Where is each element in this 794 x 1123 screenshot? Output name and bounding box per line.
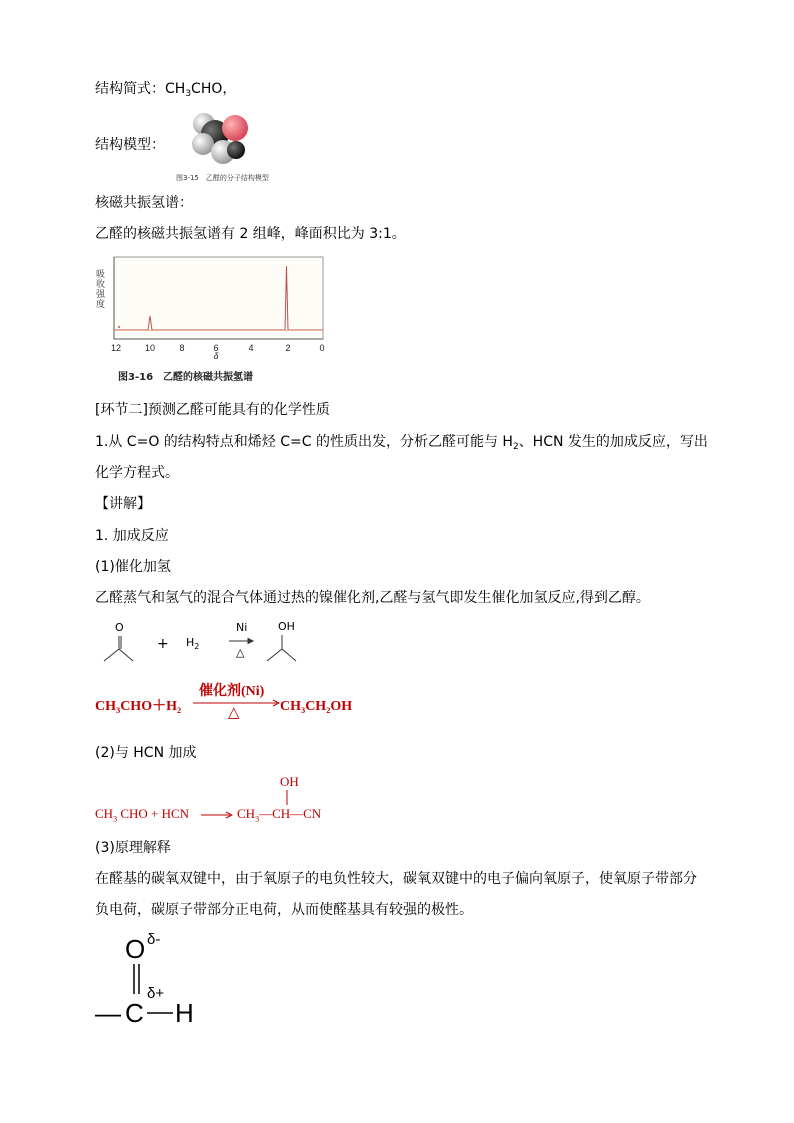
- structure-formula-line: 结构简式：$CH_3CHO$，: [95, 81, 237, 99]
- hcn-product: $CH_3—CH—CN$: [237, 806, 322, 824]
- nmr-xlabel: δ: [213, 351, 219, 360]
- hcn-reactants: $CH_3$ CHO + HCN: [95, 806, 190, 824]
- model-caption: 图3-15 乙醛的分子结构模型: [176, 174, 269, 182]
- nmr-tick: 0: [319, 343, 325, 353]
- nmr-tick: 4: [248, 343, 254, 353]
- nmr-caption: 图3-16 乙醛的核磁共振氢谱: [118, 372, 254, 383]
- hydrogenation-description: 乙醛蒸气和氢气的混合气体通过热的镍催化剂,乙醛与氢气即发生催化加氢反应,得到乙醇。: [95, 590, 650, 606]
- structure-model-label: 结构模型：: [95, 137, 165, 153]
- hydrogenation-equation: [95, 683, 375, 727]
- delta-minus: δ-: [147, 931, 161, 948]
- nmr-tick: 6: [213, 343, 219, 353]
- nmr-tick: 12: [110, 343, 122, 353]
- explanation-heading: 【讲解】: [95, 496, 151, 512]
- hcn-product-hydroxyl: OH: [280, 774, 299, 789]
- question-line-2: 化学方程式。: [95, 465, 179, 481]
- principle-heading: (3)原理解释: [95, 840, 171, 856]
- polarity-hydrogen: H: [175, 998, 194, 1028]
- hcn-addition-heading: (2)与 HCN 加成: [95, 745, 197, 761]
- plus-sign: +: [157, 636, 169, 652]
- hydroxyl-label: OH: [278, 620, 295, 633]
- polarity-oxygen: O: [125, 934, 146, 964]
- nmr-description: 乙醛的核磁共振氢谱有 2 组峰，峰面积比为 3:1。: [95, 226, 406, 242]
- hcn-equation: [95, 773, 355, 825]
- nmr-chart: [92, 254, 332, 386]
- nmr-tick: 2: [285, 343, 291, 353]
- nmr-tick: 10: [144, 343, 156, 353]
- nmr-ylabel: 吸收强度: [96, 270, 106, 310]
- polarity-carbon: C: [125, 998, 144, 1028]
- equation-product: CH₃CH₂OH: [280, 699, 353, 714]
- principle-line-1: 在醛基的碳氧双键中，由于氧原子的电负性较大，碳氧双键中的电子偏向氧原子，使氧原子带部分: [95, 871, 697, 887]
- molecule-model-image: [184, 106, 264, 172]
- equation-reactants: CH₃CHO＋H₂: [95, 699, 182, 714]
- carbonyl-polarity-diagram: [95, 930, 215, 1030]
- section-heading: [环节二]预测乙醛可能具有的化学性质: [95, 402, 330, 418]
- equation-catalyst: 催化剂(Ni): [199, 684, 265, 699]
- addition-reaction-heading: 1. 加成反应: [95, 528, 169, 544]
- heat-symbol: △: [236, 646, 245, 659]
- nickel-catalyst: Ni: [236, 621, 248, 634]
- delta-plus: δ+: [147, 985, 165, 1002]
- question-line-1: 1.从 C=O 的结构特点和烯烃 C=C 的性质出发，分析乙醛可能与 $H_2$、HCN 发生的加成反应，写出: [95, 434, 708, 452]
- equation-heat: △: [228, 705, 240, 721]
- principle-line-2: 负电荷，碳原子带部分正电荷，从而使醛基具有较强的极性。: [95, 902, 473, 918]
- skeletal-oxygen: O: [115, 621, 124, 634]
- skeletal-equation: [95, 618, 315, 666]
- hydrogen-molecule: $H_2$: [186, 636, 200, 652]
- nmr-heading: 核磁共振氢谱：: [95, 195, 193, 211]
- polarity-bond: —: [95, 998, 121, 1028]
- nmr-tick: 8: [179, 343, 185, 353]
- hydrogenation-heading: (1)催化加氢: [95, 559, 171, 575]
